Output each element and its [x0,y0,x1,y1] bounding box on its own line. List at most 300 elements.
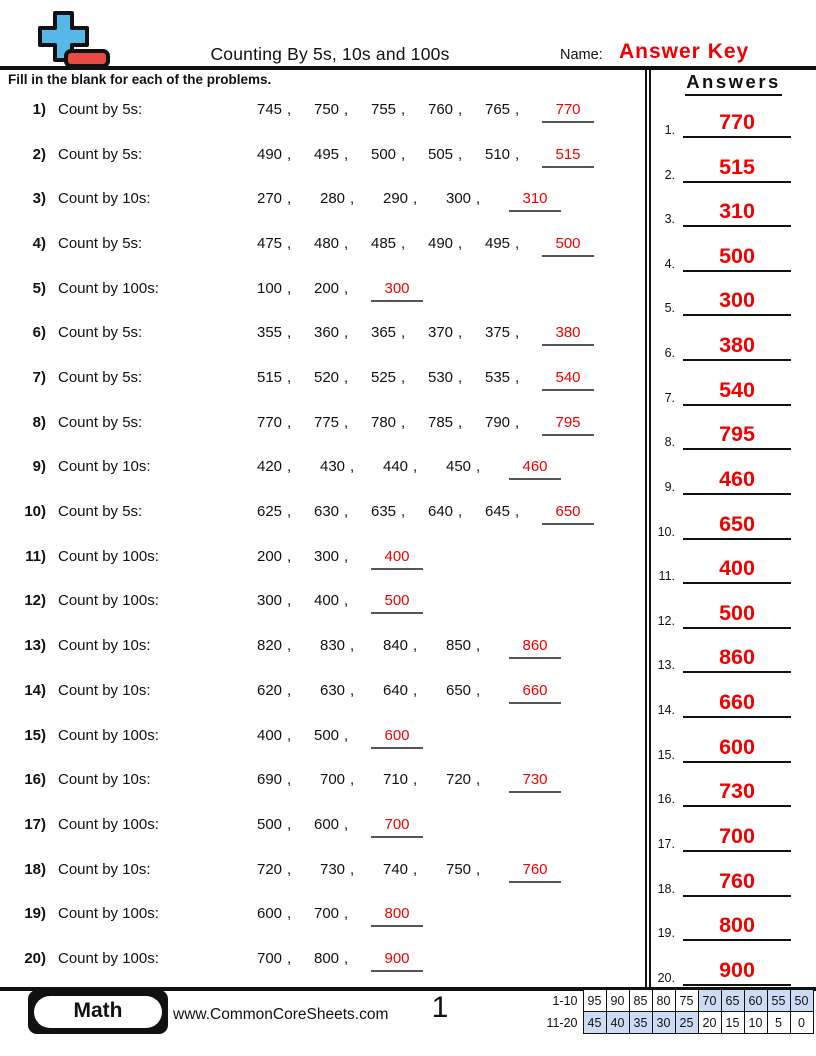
problem-label: Count by 10s: [58,860,151,878]
sequence-term [314,145,371,165]
sequence-number: 505 [428,145,454,163]
sequence-number: 375 [485,324,511,342]
sequence-number: 490 [428,235,454,253]
sequence-term [446,189,509,209]
answer-blank [509,770,561,793]
sequence-term [320,636,383,656]
page-title: Counting By 5s, 10s and 100s [210,44,450,64]
number-sequence [257,860,645,883]
answer-item-number: 5. [664,301,675,316]
sequence-number: 755 [371,101,397,118]
answer-item-number: 2. [664,167,675,182]
answer-blank-value: 650 [555,503,581,521]
number-sequence [257,904,645,927]
comma-separator: , [350,860,355,878]
sequence-number: 500 [257,815,283,833]
answer-blank-value: 660 [522,681,548,699]
sequence-number: 525 [371,369,397,387]
answer-blank [542,368,594,391]
answer-value: 540 [719,377,755,402]
sequence-term [257,100,314,120]
answer-value: 700 [719,823,755,848]
answer-item [651,867,816,897]
sequence-term [314,726,371,746]
sequence-number: 630 [314,503,340,521]
comma-separator: , [401,369,406,387]
problem-label: Count by 100s: [58,592,159,610]
sequence-term [428,323,485,343]
problem-label: Count by 10s: [58,771,151,789]
grade-cell: 80 [652,990,675,1012]
problem-number: 9) [32,458,46,476]
sequence-term [371,100,428,120]
problem-number: 15) [24,726,46,744]
problem-label: Count by 10s: [58,637,151,655]
problem-row [0,949,645,973]
sequence-number: 750 [314,101,340,118]
sequence-number: 850 [446,637,472,655]
sequence-term [383,681,446,701]
sequence-number: 625 [257,503,283,521]
answer-blank-value: 900 [384,949,410,967]
comma-separator: , [344,324,349,342]
sequence-number: 700 [314,905,340,923]
sequence-number: 270 [257,190,283,208]
comma-separator: , [344,815,349,833]
sequence-number: 765 [485,101,511,118]
sequence-number: 745 [257,101,283,118]
sequence-number: 290 [383,190,409,208]
problem-label: Count by 100s: [58,905,159,923]
grade-cell: 45 [583,1012,606,1034]
problem-row [0,770,645,794]
comma-separator: , [287,235,292,253]
sequence-term [257,815,314,835]
answer-item [651,197,816,227]
sequence-term [257,234,314,254]
problem-row [0,904,645,928]
answer-blank-value: 800 [384,905,410,923]
grade-cell: 20 [698,1012,721,1034]
sequence-term [383,770,446,790]
comma-separator: , [458,413,463,431]
problem-row [0,726,645,750]
comma-separator: , [344,279,349,297]
answer-item [651,108,816,138]
problem-number: 7) [32,369,46,387]
answer-line [683,376,791,406]
answer-value: 400 [719,556,755,581]
problem-row [0,100,645,124]
comma-separator: , [476,190,481,208]
number-sequence [257,681,645,704]
sequence-term [371,502,428,522]
sequence-term [320,457,383,477]
problem-number: 4) [32,235,46,253]
problem-row [0,368,645,392]
sequence-number: 770 [257,413,283,431]
comma-separator: , [350,190,355,208]
answer-blank-value: 515 [555,145,581,163]
comma-separator: , [287,101,292,118]
number-sequence [257,368,645,391]
comma-separator: , [476,860,481,878]
comma-separator: , [401,235,406,253]
answer-blank [509,457,561,480]
problem-number: 13) [24,637,46,655]
answer-line [683,108,791,138]
sequence-term [314,279,371,299]
comma-separator: , [458,101,463,118]
sequence-term [314,413,371,433]
problem-number: 18) [24,860,46,878]
answer-item [651,733,816,763]
sequence-term [485,323,542,343]
answer-blank [371,279,423,302]
answer-item [651,420,816,450]
sequence-term [383,189,446,209]
problem-number: 19) [24,905,46,923]
problem-number: 10) [24,503,46,521]
answer-blank [509,860,561,883]
subject-badge [28,990,168,1034]
comma-separator: , [458,503,463,521]
sequence-number: 700 [257,949,283,967]
comma-separator: , [287,592,292,610]
grade-row-label: 11-20 [546,1015,578,1030]
sequence-number: 355 [257,324,283,342]
answer-blank [371,726,423,749]
grade-cell: 30 [652,1012,675,1034]
problem-row [0,815,645,839]
comma-separator: , [344,547,349,565]
sequence-term [257,726,314,746]
problem-row [0,279,645,303]
answer-item-number: 7. [664,390,675,405]
sequence-term [485,413,542,433]
answer-blank-value: 795 [555,413,581,431]
answer-item-number: 11. [658,569,675,584]
answer-item [651,286,816,316]
grade-cell: 85 [629,990,652,1012]
comma-separator: , [287,637,292,655]
comma-separator: , [458,369,463,387]
answers-panel [651,69,816,987]
answer-line [683,867,791,897]
sequence-number: 750 [446,860,472,878]
answer-item [651,688,816,718]
number-sequence [257,323,645,346]
sequence-number: 720 [257,860,283,878]
sequence-term [257,949,314,969]
comma-separator: , [413,771,418,789]
number-sequence [257,815,645,838]
sequence-term [257,368,314,388]
answer-blank-value: 600 [384,726,410,744]
answer-value: 500 [719,243,755,268]
sequence-term [320,189,383,209]
sequence-number: 790 [485,413,511,431]
comma-separator: , [287,324,292,342]
comma-separator: , [413,190,418,208]
sequence-term [371,234,428,254]
problem-number: 3) [32,190,46,208]
sequence-number: 370 [428,324,454,342]
comma-separator: , [401,413,406,431]
comma-separator: , [344,949,349,967]
sequence-number: 640 [383,681,409,699]
answer-line [683,197,791,227]
grade-cell: 50 [790,990,813,1012]
sequence-term [257,502,314,522]
answer-item [651,242,816,272]
grade-row-label: 1-10 [552,993,578,1008]
sequence-term [314,368,371,388]
grade-cell: 75 [675,990,698,1012]
comma-separator: , [458,145,463,163]
sequence-term [446,681,509,701]
sequence-number: 510 [485,145,511,163]
sequence-number: 740 [383,860,409,878]
answer-line [683,911,791,941]
answer-value: 730 [719,779,755,804]
sequence-number: 200 [314,279,340,297]
comma-separator: , [458,324,463,342]
grade-cell: 15 [721,1012,744,1034]
sequence-term [383,636,446,656]
comma-separator: , [476,637,481,655]
grade-cell: 65 [721,990,744,1012]
problem-number: 2) [32,145,46,163]
answer-item [651,376,816,406]
sequence-number: 500 [314,726,340,744]
answer-item-number: 16. [657,792,675,807]
comma-separator: , [413,860,418,878]
problem-label: Count by 5s: [58,145,143,163]
sequence-term [320,860,383,880]
problem-row [0,502,645,526]
number-sequence [257,547,645,570]
comma-separator: , [350,771,355,789]
answer-blank-value: 700 [384,815,410,833]
grade-cell: 90 [606,990,629,1012]
sequence-term [257,547,314,567]
sequence-term [314,591,371,611]
answer-blank-value: 380 [555,324,581,342]
problem-number: 1) [32,101,46,118]
answer-item [651,777,816,807]
number-sequence [257,189,645,212]
answer-value: 900 [719,957,755,982]
answer-item [651,554,816,584]
sequence-term [314,547,371,567]
number-sequence [257,502,645,525]
sequence-number: 600 [314,815,340,833]
page-number: 1 [431,991,449,1024]
answer-item-number: 6. [664,346,675,361]
comma-separator: , [344,726,349,744]
answer-item [651,956,816,986]
sequence-term [257,413,314,433]
answer-value: 380 [719,333,755,358]
sequence-term [257,904,314,924]
comma-separator: , [287,279,292,297]
sequence-number: 830 [320,637,346,655]
sequence-number: 530 [428,369,454,387]
grading-chart [531,989,814,1034]
grade-cell: 70 [698,990,721,1012]
problem-label: Count by 5s: [58,413,143,431]
sequence-number: 600 [257,905,283,923]
problem-label: Count by 10s: [58,681,151,699]
comma-separator: , [287,771,292,789]
sequence-term [428,145,485,165]
comma-separator: , [287,503,292,521]
number-sequence [257,770,645,793]
grade-cell: 25 [675,1012,698,1034]
sequence-term [314,234,371,254]
sequence-term [371,145,428,165]
answer-blank-value: 400 [384,547,410,565]
sequence-term [257,591,314,611]
sequence-term [371,323,428,343]
answer-blank [542,323,594,346]
sequence-number: 700 [320,771,346,789]
answer-blank [509,189,561,212]
subject-label: Math [34,996,162,1028]
comma-separator: , [287,860,292,878]
problem-number: 16) [24,771,46,789]
answer-line [683,777,791,807]
sequence-number: 300 [314,547,340,565]
comma-separator: , [476,771,481,789]
sequence-number: 440 [383,458,409,476]
problem-label: Count by 100s: [58,949,159,967]
sequence-term [428,413,485,433]
sequence-term [257,860,320,880]
sequence-number: 520 [314,369,340,387]
answer-line [683,153,791,183]
sequence-term [257,457,320,477]
grade-cell: 35 [629,1012,652,1034]
sequence-number: 710 [383,771,409,789]
problem-number: 6) [32,324,46,342]
comma-separator: , [350,637,355,655]
sequence-number: 480 [314,235,340,253]
website-link: www.CommonCoreSheets.com [173,1006,389,1023]
problem-label: Count by 5s: [58,324,143,342]
name-label: Name: [560,47,603,63]
comma-separator: , [413,681,418,699]
answer-value: 760 [719,868,755,893]
grade-cell: 95 [583,990,606,1012]
number-sequence [257,413,645,436]
sequence-term [257,636,320,656]
answer-line [683,599,791,629]
answer-blank-value: 730 [522,771,548,789]
sequence-term [428,100,485,120]
sequence-term [314,100,371,120]
answer-line [683,956,791,986]
problem-label: Count by 100s: [58,815,159,833]
comma-separator: , [476,681,481,699]
sequence-number: 365 [371,324,397,342]
answer-item [651,822,816,852]
sequence-term [314,949,371,969]
problem-number: 14) [24,681,46,699]
number-sequence [257,457,645,480]
answer-blank-value: 500 [555,235,581,253]
problem-row [0,413,645,437]
comma-separator: , [287,681,292,699]
sequence-number: 785 [428,413,454,431]
sequence-term [314,502,371,522]
problem-label: Count by 100s: [58,547,159,565]
answer-value: 795 [719,422,755,447]
sequence-term [428,368,485,388]
answer-blank-value: 500 [384,592,410,610]
answer-blank-value: 300 [384,279,410,297]
answer-line [683,688,791,718]
instructions-text: Fill in the blank for each of the problems. [8,72,272,87]
answer-item [651,153,816,183]
sequence-number: 840 [383,637,409,655]
answer-item-number: 10. [657,524,675,539]
comma-separator: , [515,145,520,163]
answers-heading-wrap [651,71,816,96]
comma-separator: , [476,458,481,476]
grade-cell: 55 [767,990,790,1012]
answer-item-number: 3. [664,212,675,227]
grade-row [531,1012,813,1034]
comma-separator: , [287,145,292,163]
comma-separator: , [287,815,292,833]
number-sequence [257,279,645,302]
answer-item-number: 15. [657,747,675,762]
problem-label: Count by 5s: [58,101,143,118]
answer-line [683,643,791,673]
answer-blank [371,547,423,570]
answer-line [683,554,791,584]
answer-value: 650 [719,511,755,536]
number-sequence [257,100,645,123]
sequence-term [371,413,428,433]
comma-separator: , [287,190,292,208]
number-sequence [257,234,645,257]
sequence-number: 475 [257,235,283,253]
sequence-term [320,770,383,790]
answer-value: 660 [719,690,755,715]
sequence-number: 730 [320,860,346,878]
problem-number: 11) [25,547,46,565]
sequence-number: 515 [257,369,283,387]
sequence-term [383,457,446,477]
sequence-number: 490 [257,145,283,163]
answer-line [683,242,791,272]
sequence-number: 450 [446,458,472,476]
comma-separator: , [287,905,292,923]
comma-separator: , [401,503,406,521]
sequence-number: 430 [320,458,346,476]
problem-label: Count by 100s: [58,279,159,297]
answer-value: 860 [719,645,755,670]
sequence-term [428,234,485,254]
sequence-term [485,234,542,254]
problem-label: Count by 5s: [58,369,143,387]
comma-separator: , [344,101,349,118]
answer-blank [509,636,561,659]
sequence-number: 780 [371,413,397,431]
